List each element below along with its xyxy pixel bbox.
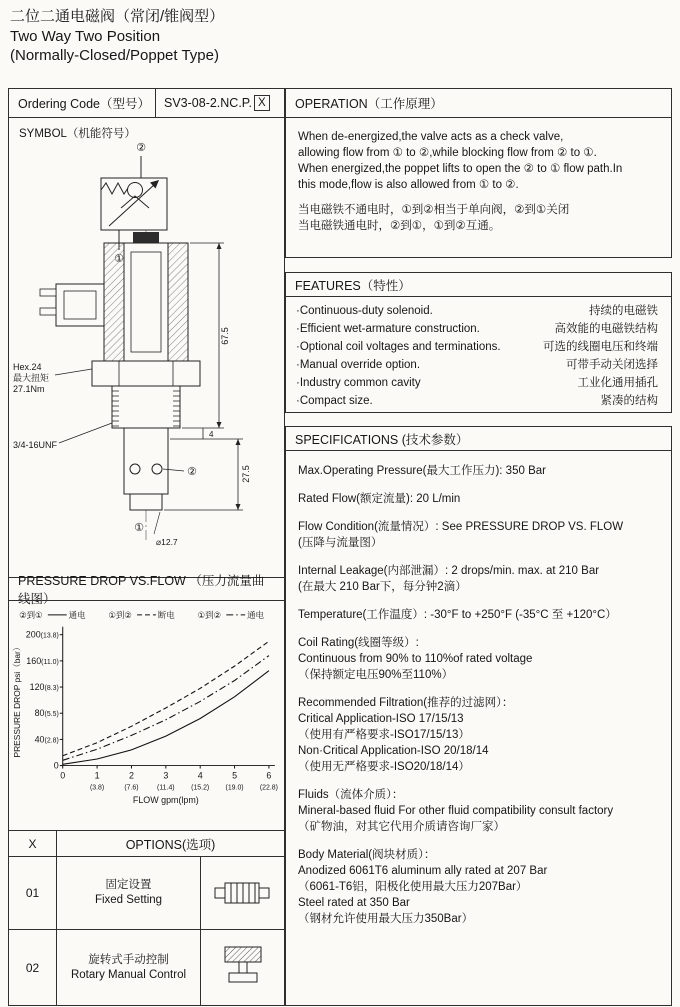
operation-zh-line: 当电磁铁不通电时，①到②相当于单向阀，②到①关闭 <box>298 204 570 216</box>
title-en-line1: Two Way Two Position <box>10 27 161 45</box>
feature-item <box>286 356 671 374</box>
spec-line: Flow Condition(流量情况）: See PRESSURE DROP VS. FLOW <box>298 521 624 533</box>
spec-line: Rated Flow(额定流量): 20 L/min <box>298 493 461 505</box>
operation-en-line: When de-energized,the valve acts as a check valve, <box>298 131 564 143</box>
svg-text:PRESSURE DROP psi（bar）: PRESSURE DROP psi（bar） <box>12 642 23 758</box>
features-list <box>285 296 672 413</box>
svg-text:②到①: ②到① <box>19 609 43 620</box>
spec-line: Non·Critical Application-ISO 20/18/14 <box>298 745 489 757</box>
feature-item <box>286 374 671 392</box>
svg-text:①到②: ①到② <box>197 609 222 620</box>
spec-line: Continuous from 90% to 110%of rated voltage <box>298 653 533 665</box>
symbol-and-drawing-panel <box>8 117 285 578</box>
feature-zh: 工业化通用插孔 <box>577 377 658 389</box>
options-header-x: X <box>8 830 57 857</box>
svg-text:5: 5 <box>232 770 238 781</box>
thread-size-label: 3/4-16UNF <box>13 440 58 450</box>
hex-torque-label-line3: 27.1Nm <box>13 384 45 394</box>
spec-line: （6061-T6铝，阳极化使用最大压力207Bar） <box>298 881 528 893</box>
dim-stem-length: 27.5 <box>241 465 251 483</box>
specs-content <box>285 450 672 1006</box>
feature-item <box>286 338 671 356</box>
operation-en-line: When energized,the poppet lifts to open the ② to ① flow path.In <box>298 163 623 175</box>
symbol-label: SYMBOL（机能符号） <box>19 128 136 140</box>
title-zh: 二位二通电磁阀（常闭/锥阀型） <box>10 8 225 25</box>
feature-en: ·Compact size. <box>296 395 373 407</box>
feature-zh: 可带手动关闭选择 <box>566 359 658 371</box>
symbol-port-2: ② <box>136 142 146 154</box>
spec-line: Internal Leakage(内部泄漏）: 2 drops/min. max. at 210 Bar <box>298 565 600 577</box>
ordering-code-text: SV3-08-2.NC.P. <box>164 96 253 110</box>
title-en-line2: (Normally-Closed/Poppet Type) <box>10 47 219 64</box>
feature-zh: 可选的线圈电压和终端 <box>543 341 658 353</box>
drawing-port-2: ② <box>187 466 197 478</box>
fixed-setting-icon <box>211 878 275 908</box>
svg-text:2: 2 <box>128 770 134 781</box>
spec-line: （矿物油，对其它代用介质请咨询厂家） <box>298 821 505 833</box>
spec-line: Max.Operating Pressure(最大工作压力): 350 Bar <box>298 465 546 477</box>
spec-line: （使用有严格要求-ISO17/15/13） <box>298 729 470 741</box>
option-row-01-icon-cell <box>200 856 285 930</box>
dim-tip-diameter: ⌀12.7 <box>156 537 178 547</box>
option-row-02-label: 旋转式手动控制 Rotary Manual Control <box>56 929 201 1006</box>
spec-line: Steel rated at 350 Bar <box>298 897 410 909</box>
svg-text:3: 3 <box>163 770 169 781</box>
spec-line: （使用无严格要求-ISO20/18/14） <box>298 761 470 773</box>
spec-line: Critical Application-ISO 17/15/13 <box>298 713 464 725</box>
svg-text:200(13.8): 200(13.8) <box>25 629 59 640</box>
operation-header: OPERATION（工作原理） <box>285 88 672 118</box>
svg-text:断电: 断电 <box>157 609 175 620</box>
pressure-drop-header: PRESSURE DROP VS.FLOW （压力流量曲线图） <box>8 577 285 601</box>
feature-en: ·Manual override option. <box>296 359 421 371</box>
features-header: FEATURES（特性） <box>285 272 672 297</box>
feature-item <box>286 320 671 338</box>
spec-paragraph <box>298 635 659 683</box>
feature-item <box>286 302 671 320</box>
svg-text:通电: 通电 <box>247 609 264 620</box>
svg-text:0: 0 <box>60 770 66 781</box>
spec-line: Mineral-based fluid For other fluid compatibility consult factory <box>298 805 614 817</box>
svg-text:80(5.5): 80(5.5) <box>34 708 59 719</box>
svg-text:(11.4): (11.4) <box>157 784 175 792</box>
specifications-header: SPECIFICATIONS (技术参数） <box>285 426 672 451</box>
operation-text <box>285 117 672 258</box>
feature-en: ·Efficient wet-armature construction. <box>296 323 480 335</box>
svg-text:(22.8): (22.8) <box>259 784 278 792</box>
rotary-manual-knob-icon <box>215 945 271 991</box>
operation-en-line: allowing flow from ① to ②,while blocking flow from ② to ①. <box>298 147 597 159</box>
spec-line: Body Material(阀块材质）： <box>298 849 436 861</box>
spec-line: Temperature(工作温度）: -30°F to +250°F (-35°C 至 +120°C） <box>298 609 617 621</box>
option-row-01-label: 固定设置 Fixed Setting <box>56 856 201 930</box>
svg-text:(19.0): (19.0) <box>225 784 244 792</box>
operation-en <box>298 129 659 193</box>
operation-zh <box>298 202 659 234</box>
spec-line: (压降与流量图） <box>298 537 383 549</box>
page-title <box>10 7 224 66</box>
hex-torque-label-line1: Hex.24 <box>13 362 42 372</box>
options-header-label: OPTIONS(选项) <box>56 830 285 857</box>
spec-paragraph <box>298 563 659 595</box>
spec-line: Anodized 6061T6 aluminum ally rated at 207 Bar <box>298 865 548 877</box>
spec-paragraph <box>298 787 659 835</box>
spec-paragraph <box>298 607 659 623</box>
option-row-02-icon-cell <box>200 929 285 1006</box>
ordering-code-label: Ordering Code（型号） <box>8 88 156 118</box>
svg-text:(15.2): (15.2) <box>191 784 210 792</box>
option-row-02-code: 02 <box>8 929 57 1006</box>
dim-seat: 4 <box>209 430 214 439</box>
spec-paragraph <box>298 519 659 551</box>
svg-text:1: 1 <box>94 770 100 781</box>
svg-text:6: 6 <box>266 770 272 781</box>
spec-line: Recommended Filtration(推荐的过滤网）： <box>298 697 514 709</box>
drawing-port-1: ① <box>134 522 144 534</box>
feature-zh: 持续的电磁铁 <box>589 305 658 317</box>
spec-line: (在最大 210 Bar下，每分钟2滴） <box>298 581 467 593</box>
ordering-code-value <box>155 88 285 118</box>
spec-paragraph <box>298 491 659 507</box>
feature-item <box>286 392 671 410</box>
svg-text:(7.6): (7.6) <box>124 784 139 792</box>
operation-zh-line: 当电磁铁通电时，②到①，①到②互通。 <box>298 220 501 232</box>
svg-text:0: 0 <box>53 760 59 771</box>
hex-torque-label-line2: 最大扭矩 <box>13 373 50 383</box>
feature-en: ·Continuous-duty solenoid. <box>296 305 433 317</box>
svg-text:(3.8): (3.8) <box>89 784 105 792</box>
pressure-flow-chart <box>9 601 284 830</box>
spec-paragraph <box>298 695 659 775</box>
spec-line: （保持额定电压90%至110%） <box>298 669 454 681</box>
svg-text:40(2.8): 40(2.8) <box>34 734 59 745</box>
svg-text:120(8.3): 120(8.3) <box>29 682 59 693</box>
option-row-01-code: 01 <box>8 856 57 930</box>
chart-container <box>8 600 285 831</box>
feature-zh: 紧凑的结构 <box>600 395 658 407</box>
valve-cross-section-drawing <box>11 228 282 576</box>
svg-text:160(11.0): 160(11.0) <box>26 655 59 666</box>
spec-paragraph <box>298 847 659 927</box>
spec-line: Coil Rating(线圈等级）: <box>298 637 419 649</box>
feature-en: ·Optional coil voltages and terminations. <box>296 341 501 353</box>
svg-text:通电: 通电 <box>68 609 86 620</box>
operation-en-line: this mode,flow is also allowed from ① to ②. <box>298 179 519 191</box>
svg-text:4: 4 <box>197 770 203 781</box>
svg-text:①到②: ①到② <box>108 609 132 620</box>
spec-line: Fluids（流体介质）： <box>298 789 404 801</box>
dim-overall-height: 67.5 <box>220 327 230 345</box>
ordering-code-x-box: X <box>254 95 270 111</box>
feature-en: ·Industry common cavity <box>296 377 421 389</box>
spec-line: （钢材允许使用最大压力350Bar） <box>298 913 474 925</box>
spec-paragraph <box>298 463 659 479</box>
svg-text:FLOW gpm(lpm): FLOW gpm(lpm) <box>132 795 199 806</box>
feature-zh: 高效能的电磁铁结构 <box>554 323 658 335</box>
